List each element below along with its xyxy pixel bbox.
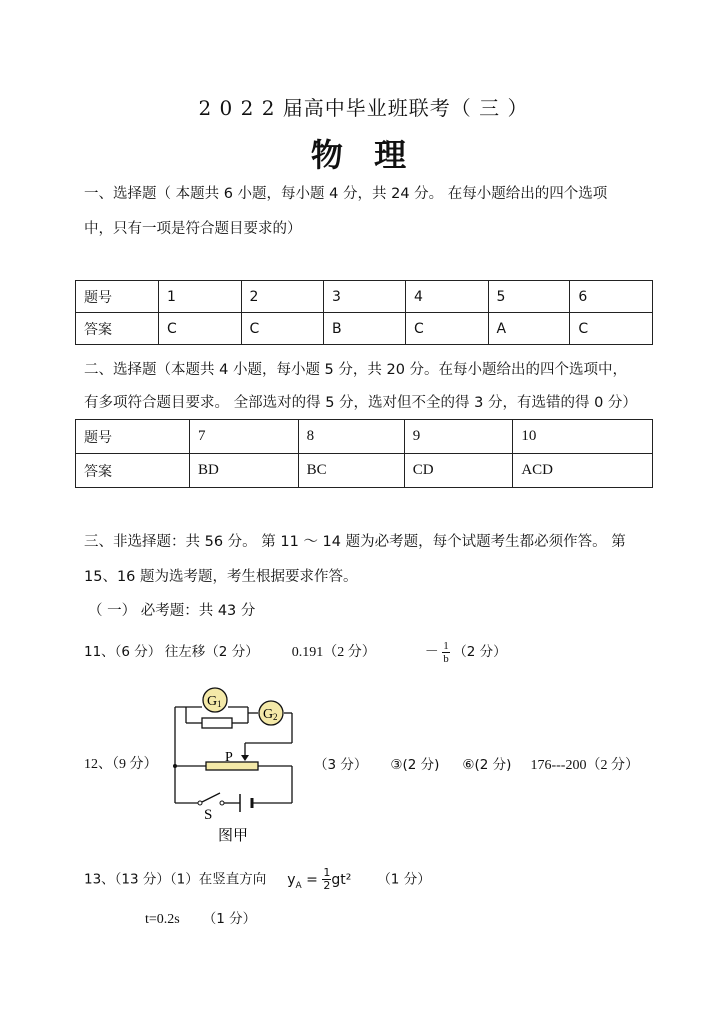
question-number: 9 [404,420,513,454]
q12-scores [314,753,639,774]
q13-frac-den: 2 [323,879,331,892]
section1-intro-line2: 中，只有一项是符合题目要求的） [84,221,302,237]
table-row [76,313,653,345]
q11-part3-score: （2 分） [453,644,507,660]
q12-score4: 176---200（2 分） [530,758,639,773]
switch-terminal [220,801,224,805]
q11-fraction [442,640,450,665]
q11-label: 11、（6 分） [84,644,162,660]
question-number: 7 [190,420,299,454]
section3-intro-line1: 三、非选择题：共 56 分。 第 11 ～ 14 题为必考题，每个试题考生都必须作答。 第 [84,534,626,550]
answer-cell: C [406,313,489,345]
q13-formula-lhs: y [287,871,296,888]
row-label-answer: 答案 [76,313,159,345]
g2-subscript: 2 [273,712,278,722]
q13-time: t=0.2s [145,912,180,927]
answer-cell: B [324,313,406,345]
g1-subscript: 1 [217,699,222,709]
answer-cell: BC [298,454,404,488]
row-label-question: 题号 [76,420,190,454]
section2-intro-line1: 二、选择题（本题共 4 小题，每小题 5 分，共 20 分。在每小题给出的四个选项中， [84,362,628,378]
q13-score: （1 分） [377,871,431,888]
q12-score2: ③(2 分) [390,757,440,773]
q11-line [84,640,507,665]
answer-cell: BD [190,454,299,488]
resistor [202,718,232,728]
section1-intro-line1: 一、选择题（ 本题共 6 小题，每小题 4 分，共 24 分。 在每小题给出的四个选项 [84,186,608,202]
table-row [76,281,653,313]
switch-terminal [198,801,202,805]
question-number: 1 [159,281,242,313]
q13-formula [287,866,356,892]
q12-score1: （3 分） [314,757,368,773]
q11-frac-den: b [443,653,449,666]
q11-minus: － [424,645,439,660]
q13-formula-sub: A [295,880,302,891]
circuit-diagram [160,680,310,845]
answer-cell: C [159,313,242,345]
section2-intro-line2: 有多项符合题目要求。 全部选对的得 5 分，选对但不全的得 3 分，有选错的得 0 分） [84,395,637,411]
answer-cell: CD [404,454,513,488]
answer-cell: C [241,313,324,345]
question-number: 4 [406,281,489,313]
table-row [76,454,653,488]
question-number: 10 [513,420,653,454]
answer-cell: A [488,313,570,345]
s-label: S [204,807,213,823]
q11-part2: 0.191（2 分） [291,645,376,660]
section2-answer-table [75,419,653,488]
section1-answer-table [75,280,653,345]
p-label: P [225,750,233,765]
table-row [76,420,653,454]
question-number: 3 [324,281,406,313]
answer-cell: C [570,313,653,345]
junction-dot [173,764,177,768]
g2-label: G [263,707,274,722]
question-number: 6 [570,281,653,313]
answer-cell: ACD [513,454,653,488]
question-number: 2 [241,281,324,313]
section3-intro-line2: 15、16 题为选考题，考生根据要求作答。 [84,569,358,585]
q13-label: 13、（13 分）（1）在竖直方向 [84,871,267,888]
q13-formula-rhs: gt² [331,871,352,888]
q13-fraction [322,867,331,892]
switch-blade [200,793,220,803]
subject-title: 物 理 [310,136,417,174]
q12-label: 12、（9 分） [84,757,158,772]
section3-sub-heading: （ 一） 必考题：共 43 分 [88,603,256,619]
q11-part1: 往左移（2 分） [164,644,259,660]
q13-line1 [84,867,431,892]
question-number: 5 [488,281,570,313]
row-label-answer: 答案 [76,454,190,488]
q13-line2 [145,907,256,928]
row-label-question: 题号 [76,281,159,313]
g1-label: G [207,694,218,709]
q11-frac-num: 1 [443,640,449,653]
q13-frac-num: 1 [323,866,331,879]
circuit-caption: 图甲 [218,828,249,844]
q12-score3: ⑥(2 分) [462,757,512,773]
q13-time-score: （1 分） [202,911,257,927]
q13-formula-eq: = [306,871,318,888]
page-title: 2 0 2 2 届高中毕业班联考（ 三 ） [198,96,529,120]
question-number: 8 [298,420,404,454]
slider-arrow-icon [241,755,249,761]
